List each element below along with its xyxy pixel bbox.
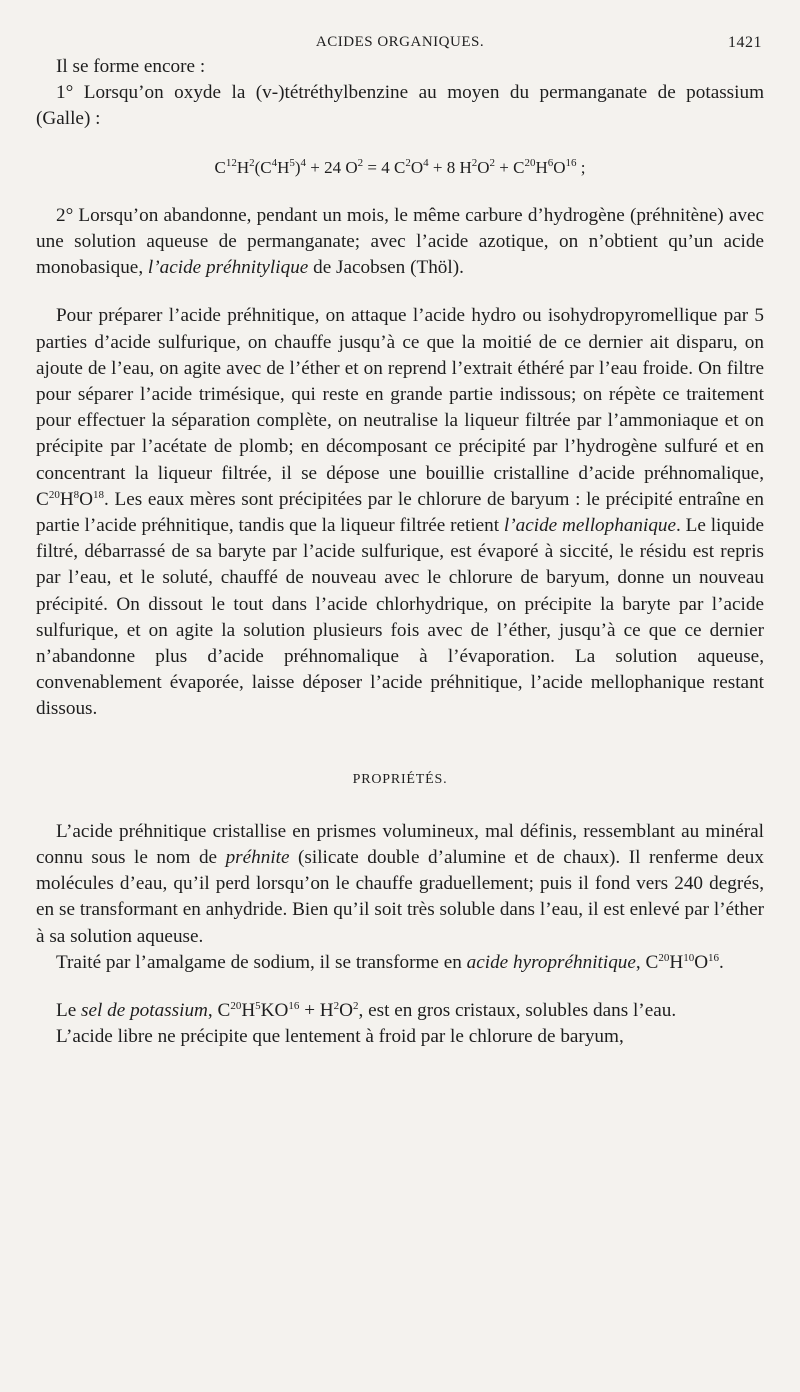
page-number: 1421 xyxy=(728,34,762,51)
paragraph-intro: Il se forme encore : xyxy=(56,56,206,77)
page-body xyxy=(36,54,764,1051)
paragraph-prehnitene: 2° Lorsqu’on abandonne, pendant un mois, le même carbure d’hydrogène (préhnitène) avec une solution aqueuse de permanganate; avec l’acide azotique, on n’obtient qu’un acide monobasique, l’acide préhnitylique de Jacobsen (Thöl). xyxy=(36,204,764,279)
paragraph-potassium-salt: Le sel de potassium, $C^{20}H^5KO^{16} + H^2O^2$, est en gros cristaux, solubles dans l’eau. xyxy=(56,1000,677,1022)
reaction-formula: $C^{12}H^2(C^4H^5)^4 + 24$ $O^2 = 4$ $C^2O^4 + 8$ $H^2O^2 + C^{20}H^6O^{16}$ ; xyxy=(214,156,586,177)
paragraph-galle: 1° Lorsqu’on oxyde la (v-)tétréthylbenzine au moyen du permanganate de potassium (Galle) : xyxy=(36,82,764,130)
paragraph-amalgam: Traité par l’amalgame de sodium, il se transforme en acide hyropréhnitique, $C^{20}H^{10}O^{16}$. xyxy=(56,951,724,973)
paragraph-properties: L’acide préhnitique cristallise en prismes volumineux, mal définis, ressemblant au minéral connu sous le nom de préhnite (silicate double d’alumine et de chaux). Il renferme deux molécules d’eau, qu’il perd lorsqu’on le chauffe graduellement; puis il fond vers 240 degrés, en se transformant en anhydride. Bien qu’il soit très soluble dans l’eau, il est enlevé par l’éther à sa solution aqueuse. xyxy=(36,820,764,947)
running-header xyxy=(36,26,764,54)
section-heading: PROPRIÉTÉS. xyxy=(352,771,448,787)
paragraph-free-acid: L’acide libre ne précipite que lentement à froid par le chlorure de baryum, xyxy=(56,1026,624,1048)
running-title: ACIDES ORGANIQUES. xyxy=(315,34,485,50)
paragraph-preparation: Pour préparer l’acide préhnitique, on attaque l’acide hydro ou isohydropyromellique par 5 parties d’acide sulfurique, on chauffe jusqu’à ce que la moitié de ce dernier ait disparu, on ajoute de l’eau, on agite avec de l’éther et on reprend l’extrait éthéré par l’eau froide. On filtre pour séparer l’acide trimésique, qui reste en grande partie indissous; on répète ce traitement pour effectuer la séparation complète, on neutralise la liqueur filtrée par l’ammoniaque et on précipite par l’acétate de plomb; en décomposant ce précipité par l’hydrogène sulfuré et en concentrant la liqueur filtrée, il se dépose une bouillie cristalline d’acide préhnomalique, $C^{20}H^8O^{18}$. Les eaux mères sont précipitées par le chlorure de baryum : le précipité entraîne en partie l’acide préhnitique, tandis que la liqueur filtrée retient l’acide mellophanique. Le liquide filtré, débarrassé de sa baryte par l’acide sulfurique, est évaporé à siccité, le résidu est repris par l’eau, et le soluté, chauffé de nouveau avec le chlorure de baryum, donne un nouveau précipité. On dissout le tout dans l’acide chlorhydrique, on précipite la baryte par l’acide sulfurique, et on agite la solution plusieurs fois avec de l’éther, jusqu’à ce que ce dernier n’abandonne plus d’acide préhnomalique à l’évaporation. La solution aqueuse, convenablement évaporée, laisse déposer l’acide préhnitique, l’acide mellophanique restant dissous. xyxy=(36,305,764,720)
